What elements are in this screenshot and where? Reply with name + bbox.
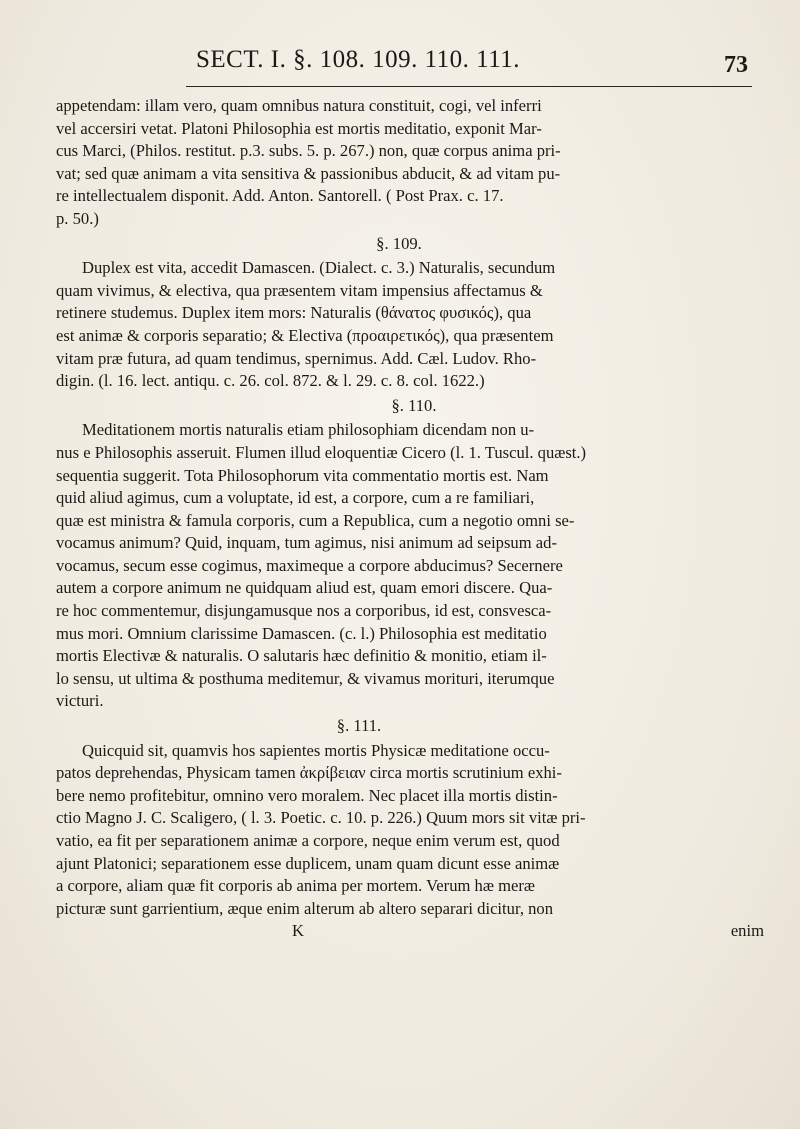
section-110 xyxy=(56,419,772,713)
text-line: quæ est ministra & famula corporis, cum a Republica, cum a negotio omni se- xyxy=(56,510,575,530)
page-footer xyxy=(56,920,772,943)
text-line: vitam præ futura, ad quam tendimus, spernimus. Add. Cæl. Ludov. Rho- xyxy=(56,348,537,368)
text-line: vat; sed quæ animam a vita sensitiva & passionibus abducit, & ad vitam pu- xyxy=(56,163,561,183)
text-line: retinere studemus. Duplex item mors: Naturalis (θάνατος φυσικός), qua xyxy=(56,303,532,323)
section-109 xyxy=(56,257,772,393)
text-line: lo sensu, ut ultima & posthuma meditemur, & vivamus morituri, iterumque xyxy=(56,668,555,688)
page-number: 73 xyxy=(724,52,748,78)
text-line: re intellectualem disponit. Add. Anton. Santorell. ( Post Prax. c. 17. xyxy=(56,186,504,206)
text-line: ajunt Platonici; separationem esse duplicem, unam quam dicunt esse animæ xyxy=(56,853,560,873)
section-108-continuation xyxy=(56,95,772,231)
text-line: vocamus, secum esse cogimus, maximeque a corpore abducimus? Secernere xyxy=(56,555,563,575)
text-line: mus mori. Omnium clarissime Damascen. (c. l.) Philosophia est meditatio xyxy=(56,623,547,643)
text-line: a corpore, aliam quæ fit corporis ab anima per mortem. Verum hæ meræ xyxy=(56,876,535,896)
text-line: victuri. xyxy=(56,691,104,711)
text-line: quid aliud agimus, cum a voluptate, id est, a corpore, cum a re familiari, xyxy=(56,488,535,508)
text-line: vatio, ea fit per separationem animæ a corpore, neque enim verum est, quod xyxy=(56,831,560,850)
text-line: ctio Magno J. C. Scaligero, ( l. 3. Poetic. c. 10. p. 226.) Quum mors sit vitæ pri- xyxy=(56,808,586,828)
text-line: p. 50.) xyxy=(56,208,99,228)
text-line: Duplex est vita, accedit Damascen. (Dialect. c. 3.) Naturalis, secundum xyxy=(82,258,556,278)
text-line: est animæ & corporis separatio; & Electiva (προαιρετικός), qua præsentem xyxy=(56,325,554,345)
text-line: sequentia suggerit. Tota Philosophorum vita commentatio mortis est. Nam xyxy=(56,465,549,485)
text-line: bere nemo profitebitur, omnino vero moralem. Nec placet illa mortis distin- xyxy=(56,785,558,805)
page-header xyxy=(186,46,752,87)
text-line: nus e Philosophis asseruit. Flumen illud eloquentiæ Cicero (l. 1. Tuscul. quæst.) xyxy=(56,442,587,462)
catchword: enim xyxy=(730,921,764,941)
text-line: picturæ sunt garrientium, æque enim alterum ab altero separari dicitur, non xyxy=(56,898,554,918)
text-line: Meditationem mortis naturalis etiam philosophiam dicendam non u- xyxy=(82,420,535,440)
text-line: vocamus animum? Quid, inquam, tum agimus, nisi animum ad seipsum ad- xyxy=(56,533,557,553)
section-heading-109: §. 109. xyxy=(376,233,422,253)
text-line: digin. (l. 16. lect. antiqu. c. 26. col. 872. & l. 29. c. 8. col. 1622.) xyxy=(56,371,485,391)
section-heading-110: §. 110. xyxy=(391,395,437,415)
text-line: vel accersiri vetat. Platoni Philosophia est mortis meditatio, exponit Mar- xyxy=(56,118,542,138)
signature-mark: K xyxy=(292,921,304,941)
text-line: mortis Electivæ & naturalis. O salutaris hæc definitio & monitio, etiam il- xyxy=(56,646,547,666)
text-line: patos deprehendas, Physicam tamen ἀκρίβειαν circa mortis scrutinium exhi- xyxy=(56,763,562,783)
running-head: SECT. I. §. 108. 109. 110. 111. xyxy=(196,46,521,73)
text-line: appetendam: illam vero, quam omnibus natura constituit, cogi, vel inferri xyxy=(56,96,542,115)
text-line: cus Marci, (Philos. restitut. p.3. subs. 5. p. 267.) non, quæ corpus anima pri- xyxy=(56,141,561,161)
text-line: quam vivimus, & electiva, qua præsentem vitam impensius affectamus & xyxy=(56,280,543,300)
section-heading-111: §. 111. xyxy=(336,716,382,736)
section-111 xyxy=(56,740,772,921)
text-line: Quicquid sit, quamvis hos sapientes mortis Physicæ meditatione occu- xyxy=(82,740,550,760)
body-text xyxy=(56,95,772,943)
text-line: autem a corpore animum ne quidquam aliud est, quam emori discere. Qua- xyxy=(56,578,553,598)
text-line: re hoc commentemur, disjungamusque nos a corporibus, id est, consvesca- xyxy=(56,601,552,621)
